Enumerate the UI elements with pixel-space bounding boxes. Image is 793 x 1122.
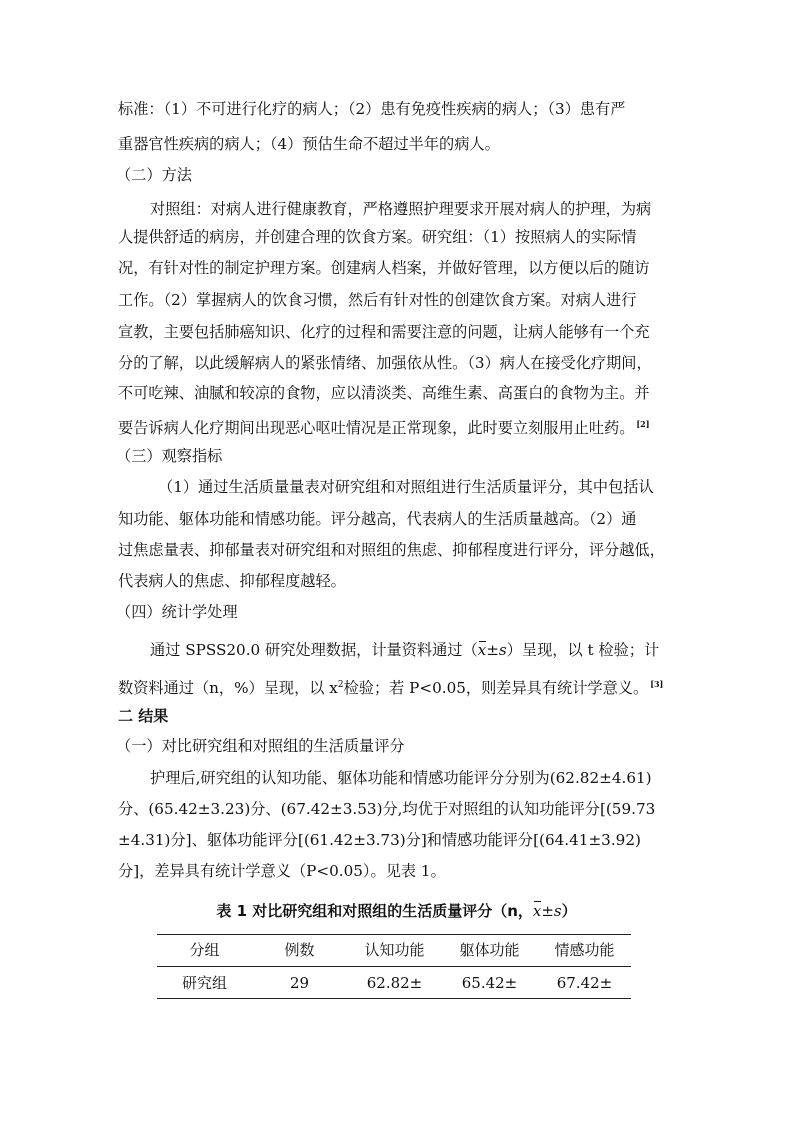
results-line: ±4.31)分]、躯体功能评分[(61.42±3.73)分]和情感功能评分[(64.41±3.92) <box>118 831 641 849</box>
citation-ref: [3] <box>650 679 664 689</box>
method-line: 对照组：对病人进行健康教育，严格遵照护理要求开展对病人的护理，为病 <box>150 200 652 218</box>
method-text: 要告诉病人化疗期间出现恶心呕吐情况是正常现象，此时要立刻服用止吐药。 <box>118 419 635 437</box>
caption-text: ） <box>561 902 577 920</box>
table-caption <box>0 900 793 922</box>
stat-text: 检验；若 P<0.05，则差异具有统计学意义。 <box>343 679 649 697</box>
mean-sd-formula <box>533 900 562 922</box>
table-cell: 研究组 <box>181 974 227 992</box>
results-line: 分]，差异具有统计学意义（P<0.05）。见表 1。 <box>118 862 446 880</box>
section-heading-observation: （三）观察指标 <box>116 447 223 465</box>
results-line: 护理后,研究组的认知功能、躯体功能和情感功能评分分别为(62.82±4.61) <box>150 769 652 787</box>
method-line: 不可吃辣、油腻和较凉的食物，应以清淡类、高维生素、高蛋白的食物为主。并 <box>118 384 650 402</box>
caption-text: 表 1 对比研究组和对照组的生活质量评分（n， <box>216 902 533 920</box>
table-cell: 62.82± <box>366 974 423 992</box>
obs-line: 代表病人的焦虑、抑郁程度越轻。 <box>118 572 346 590</box>
stat-text: 通过 SPSS20.0 研究处理数据，计量资料通过（ <box>150 641 478 659</box>
table-cell: 67.42± <box>556 974 613 992</box>
table-cell: 29 <box>289 974 310 992</box>
formula-text: x±s <box>477 641 507 659</box>
table-header-cell: 认知功能 <box>364 941 425 959</box>
method-line: 宣教，主要包括肺癌知识、化疗的过程和需要注意的问题，让病人能够有一个充 <box>118 323 650 341</box>
table-top-rule <box>157 934 631 935</box>
obs-line: 知功能、躯体功能和情感功能。评分越高，代表病人的生活质量越高。（2）通 <box>118 510 637 528</box>
method-line: 人提供舒适的病房，并创建合理的饮食方案。研究组：（1）按照病人的实际情 <box>118 228 637 246</box>
table-header-cell: 躯体功能 <box>459 941 520 959</box>
superscript: 2 <box>337 680 344 690</box>
section-heading-method: （二）方法 <box>116 166 192 184</box>
table-cell: 65.42± <box>461 974 518 992</box>
obs-line: （1）通过生活质量量表对研究组和对照组进行生活质量评分，其中包括认 <box>158 478 654 496</box>
table-header-cell: 情感功能 <box>554 941 615 959</box>
method-line: 工作。（2）掌握病人的饮食习惯，然后有针对性的创建饮食方案。对病人进行 <box>118 291 637 309</box>
table-header-cell: 分组 <box>189 941 220 959</box>
section-heading-results: 二 结果 <box>118 707 169 725</box>
mean-sd-formula <box>478 640 507 660</box>
stat-text: ）呈现，以 t 检验；计 <box>506 641 660 659</box>
method-line <box>118 414 650 438</box>
formula-text: x±s <box>532 902 562 920</box>
obs-line: 过焦虑量表、抑郁量表对研究组和对照组的焦虑、抑郁程度进行评分，评分越低， <box>118 541 665 559</box>
subsection-heading: （一）对比研究组和对照组的生活质量评分 <box>116 737 405 755</box>
citation-ref: [2] <box>636 419 650 429</box>
criteria-line: 重器官性疾病的病人；（4）预估生命不超过半年的病人。 <box>118 135 500 153</box>
method-line: 分的了解，以此缓解病人的紧张情绪、加强依从性。（3）病人在接受化疗期间， <box>118 354 652 372</box>
section-heading-statistics: （四）统计学处理 <box>116 603 238 621</box>
stat-line <box>150 640 659 660</box>
table-header-cell: 例数 <box>284 941 315 959</box>
table-row-rule <box>157 998 631 999</box>
method-line: 况，有针对性的制定护理方案。创建病人档案，并做好管理，以方便以后的随访 <box>118 259 650 277</box>
criteria-line: 标准：（1）不可进行化疗的病人；（2）患有免疫性疾病的病人；（3）患有严 <box>118 100 626 118</box>
table-header-rule <box>157 966 631 967</box>
stat-text: 数资料通过（n，%）呈现，以 x <box>118 679 338 697</box>
results-line: 分、(65.42±3.23)分、(67.42±3.53)分,均优于对照组的认知功能评分[(59.73 <box>118 800 656 818</box>
stat-line <box>118 674 663 698</box>
